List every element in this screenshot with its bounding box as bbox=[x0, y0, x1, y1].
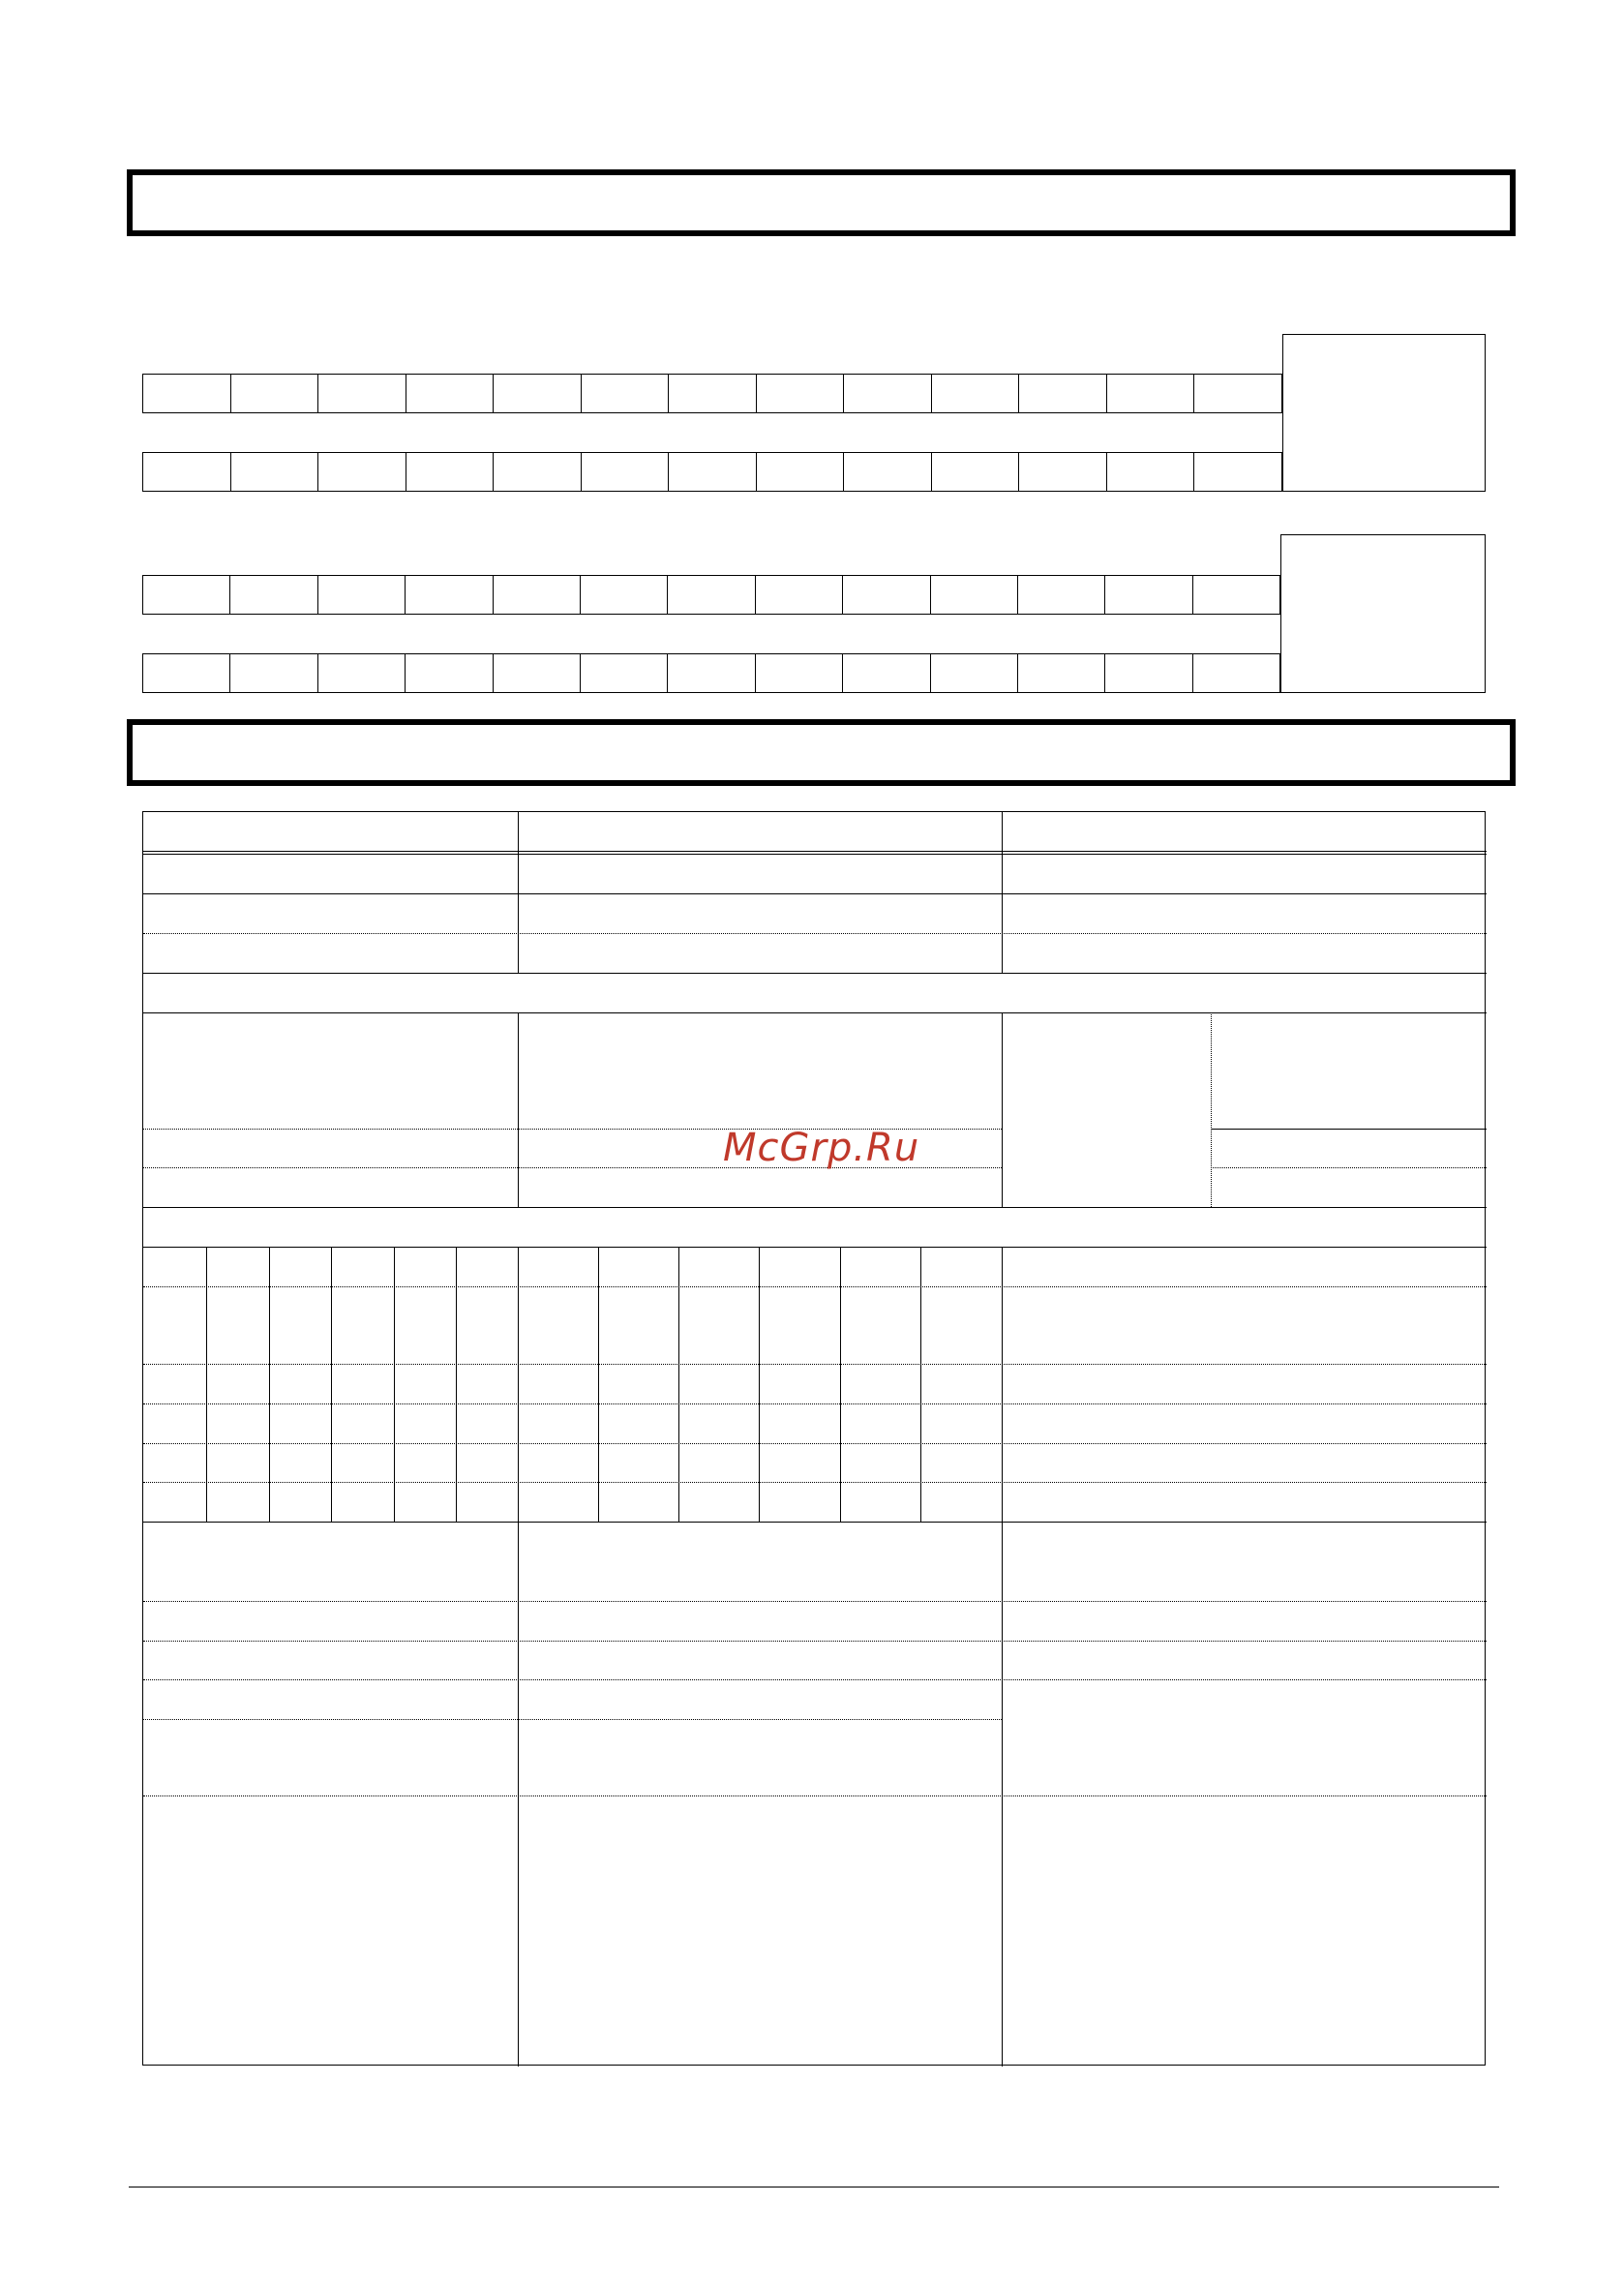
main-table bbox=[142, 811, 1486, 2066]
grid-cell bbox=[317, 374, 406, 413]
table-vline bbox=[518, 893, 519, 973]
table-vline bbox=[1002, 812, 1003, 893]
grid-cell bbox=[1106, 374, 1194, 413]
grid-cell bbox=[406, 452, 494, 492]
table-hline bbox=[143, 1522, 1487, 1523]
grid-cell bbox=[406, 374, 494, 413]
grid-cell bbox=[142, 653, 229, 693]
table-hline bbox=[143, 933, 1487, 934]
grid-cell bbox=[1192, 575, 1280, 615]
small-grid-vline bbox=[920, 1247, 921, 1522]
table-vline bbox=[1002, 1522, 1003, 2067]
grid-cell bbox=[580, 653, 667, 693]
grid-cell bbox=[405, 653, 492, 693]
small-grid-vline bbox=[840, 1247, 841, 1522]
small-grid-vline bbox=[518, 1247, 519, 1522]
grid-cell bbox=[668, 452, 756, 492]
table-hline bbox=[1211, 1167, 1487, 1168]
table-hline bbox=[143, 1679, 1487, 1680]
small-grid-vline bbox=[598, 1247, 599, 1522]
grid-cell bbox=[581, 452, 669, 492]
grid-cell bbox=[493, 374, 581, 413]
watermark-text: McGrp.Ru bbox=[723, 1126, 920, 1170]
grid2-row-a bbox=[142, 575, 1280, 615]
grid-cell bbox=[756, 374, 844, 413]
small-grid-vline bbox=[331, 1247, 332, 1522]
grid-cell bbox=[230, 452, 318, 492]
table-hline bbox=[143, 1443, 1487, 1444]
grid-cell bbox=[1104, 653, 1191, 693]
grid-cell bbox=[317, 575, 405, 615]
table-vline bbox=[1211, 1012, 1212, 1207]
grid-cell bbox=[493, 575, 580, 615]
table-hline bbox=[143, 1012, 1487, 1013]
grid-cell bbox=[142, 374, 230, 413]
grid-cell bbox=[931, 374, 1019, 413]
table-vline bbox=[518, 812, 519, 893]
table-hline bbox=[143, 1286, 1487, 1287]
grid-cell bbox=[756, 452, 844, 492]
table-vline bbox=[1002, 893, 1003, 973]
table-hline bbox=[143, 893, 1487, 894]
small-grid-vline bbox=[269, 1247, 270, 1522]
small-grid-vline bbox=[678, 1247, 679, 1522]
grid-cell bbox=[493, 452, 581, 492]
table-hline bbox=[143, 1641, 1487, 1642]
table-vline bbox=[1002, 1012, 1003, 1207]
grid-cell bbox=[229, 575, 316, 615]
grid-cell bbox=[142, 575, 229, 615]
grid2-side-box bbox=[1280, 534, 1486, 693]
table-hline bbox=[143, 1364, 1487, 1365]
grid-cell bbox=[317, 452, 406, 492]
grid-cell bbox=[142, 452, 230, 492]
grid-cell bbox=[1106, 452, 1194, 492]
small-grid-vline bbox=[456, 1247, 457, 1522]
grid1-side-box bbox=[1282, 334, 1486, 492]
grid2-row-b bbox=[142, 653, 1280, 693]
small-grid-vline bbox=[759, 1247, 760, 1522]
grid-cell bbox=[667, 575, 754, 615]
grid-cell bbox=[755, 575, 842, 615]
header-box-second bbox=[127, 719, 1516, 786]
table-header-divider bbox=[143, 851, 1487, 855]
grid-cell bbox=[930, 653, 1017, 693]
grid-cell bbox=[667, 653, 754, 693]
grid-cell bbox=[581, 374, 669, 413]
grid-cell bbox=[1193, 452, 1282, 492]
grid-cell bbox=[1018, 374, 1106, 413]
grid-cell bbox=[842, 653, 929, 693]
grid-cell bbox=[755, 653, 842, 693]
table-hline bbox=[143, 1247, 1487, 1248]
table-hline bbox=[143, 1601, 1487, 1602]
grid-cell bbox=[930, 575, 1017, 615]
small-grid-vline bbox=[206, 1247, 207, 1522]
table-hline bbox=[143, 1207, 1487, 1208]
grid-cell bbox=[1017, 575, 1104, 615]
small-grid-vline bbox=[1002, 1247, 1003, 1522]
table-vline bbox=[518, 1012, 519, 1207]
grid-cell bbox=[1017, 653, 1104, 693]
grid-cell bbox=[230, 374, 318, 413]
table-hline bbox=[143, 973, 1487, 974]
table-hline bbox=[1211, 1129, 1487, 1130]
grid-cell bbox=[1193, 374, 1282, 413]
grid-cell bbox=[931, 452, 1019, 492]
table-vline bbox=[518, 1522, 519, 2067]
table-grid-lines bbox=[143, 812, 1485, 2065]
small-grid-vline bbox=[394, 1247, 395, 1522]
grid-cell bbox=[843, 452, 931, 492]
table-hline bbox=[143, 1482, 1487, 1483]
grid-cell bbox=[405, 575, 492, 615]
grid1-row-a bbox=[142, 374, 1282, 413]
grid-cell bbox=[843, 374, 931, 413]
table-hline bbox=[143, 1795, 1487, 1796]
table-hline bbox=[143, 1719, 1002, 1720]
grid-cell bbox=[668, 374, 756, 413]
grid-cell bbox=[493, 653, 580, 693]
grid-cell bbox=[1192, 653, 1280, 693]
grid-cell bbox=[842, 575, 929, 615]
grid-cell bbox=[1104, 575, 1191, 615]
grid-cell bbox=[317, 653, 405, 693]
table-hline bbox=[143, 1403, 1487, 1404]
grid-cell bbox=[580, 575, 667, 615]
grid-cell bbox=[229, 653, 316, 693]
header-box-top bbox=[127, 169, 1516, 236]
grid-cell bbox=[1018, 452, 1106, 492]
grid1-row-b bbox=[142, 452, 1282, 492]
